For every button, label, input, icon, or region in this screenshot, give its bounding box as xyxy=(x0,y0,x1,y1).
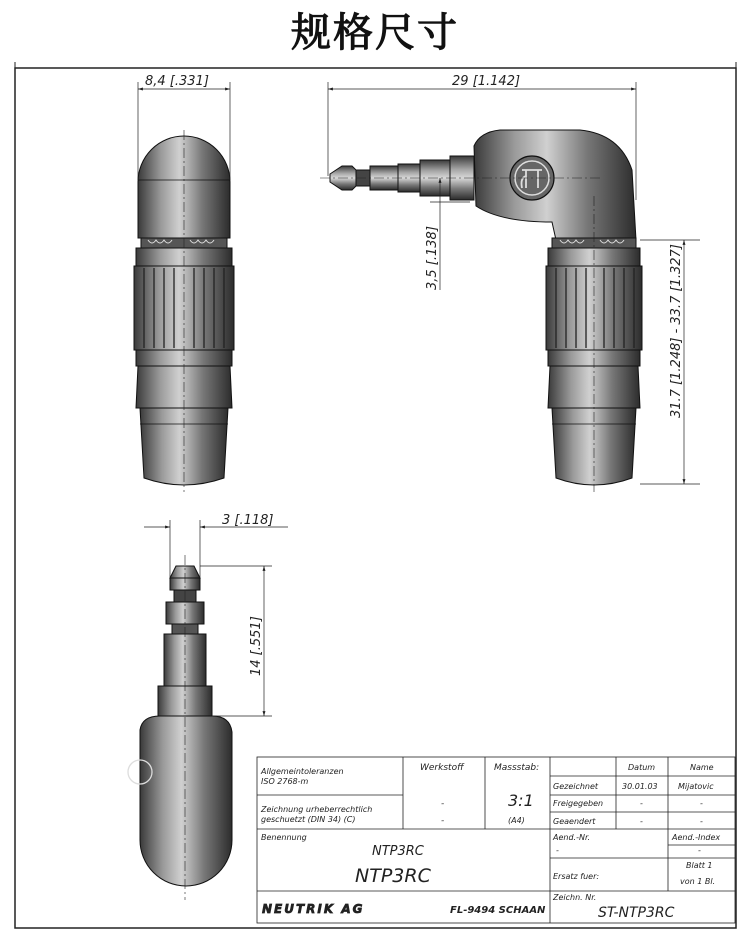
page-title: 规格尺寸 xyxy=(291,10,459,56)
row-gezeichnet-label: Gezeichnet xyxy=(553,782,599,791)
side-view-plug xyxy=(320,130,642,492)
row-freigegeben-datum: - xyxy=(640,799,643,808)
title-block-text xyxy=(260,763,720,921)
title-block xyxy=(257,757,735,923)
dim-length-top-label: 29 [1.142] xyxy=(452,74,521,89)
dim-plug-length-label: 14 [.551] xyxy=(249,616,264,676)
ersatz-label: Ersatz fuer: xyxy=(553,872,600,881)
benennung-value2: NTP3RC xyxy=(355,865,431,887)
zeichn-value: ST-NTP3RC xyxy=(598,905,675,921)
werkstoff-value2: - xyxy=(441,816,445,826)
dim-width-top-label: 8,4 [.331] xyxy=(145,74,209,89)
aend-nr-label: Aend.-Nr. xyxy=(553,833,591,842)
benennung-label: Benennung xyxy=(261,833,307,842)
massstab-format: (A4) xyxy=(508,816,525,825)
benennung-value1: NTP3RC xyxy=(372,844,424,859)
row-geaendert-label: Geaendert xyxy=(553,817,596,826)
tolerances-label: Allgemeintoleranzen xyxy=(261,767,344,776)
aend-index-label: Aend.-Index xyxy=(672,833,721,842)
row-freigegeben-name: - xyxy=(700,799,703,808)
werkstoff-label: Werkstoff xyxy=(420,763,464,773)
blatt-line2: von 1 Bl. xyxy=(680,877,716,886)
aend-index-value: - xyxy=(698,846,701,855)
dim-tip-diameter-label: 3 [.118] xyxy=(222,513,274,528)
company-address: FL-9494 SCHAAN xyxy=(450,905,546,916)
row-gezeichnet-datum: 30.01.03 xyxy=(622,782,658,791)
werkstoff-value1: - xyxy=(441,799,445,809)
row-freigegeben-label: Freigegeben xyxy=(553,799,604,808)
name-header: Name xyxy=(690,763,714,772)
copyright-line2: geschuetzt (DIN 34) (C) xyxy=(261,815,356,824)
blatt-line1: Blatt 1 xyxy=(686,861,713,870)
massstab-value: 3:1 xyxy=(508,791,534,810)
dim-tip-offset-label: 3,5 [.138] xyxy=(425,226,440,290)
dim-height-right-label: 31.7 [1.248] - 33.7 [1.327] xyxy=(669,244,684,418)
dim-tip-diameter xyxy=(144,513,288,578)
zeichn-label: Zeichn. Nr. xyxy=(553,893,597,902)
front-view-plug xyxy=(134,130,234,492)
dim-height-right xyxy=(640,240,700,484)
plug-pin-view xyxy=(128,555,232,900)
tolerances-value: ISO 2768-m xyxy=(261,777,309,786)
row-geaendert-name: - xyxy=(700,817,703,826)
massstab-label: Massstab: xyxy=(494,763,540,773)
row-gezeichnet-name: Mijatovic xyxy=(678,782,714,791)
copyright-line1: Zeichnung urheberrechtlich xyxy=(261,805,373,814)
aend-nr-value: - xyxy=(556,846,559,855)
company-logo: NEUTRIK AG xyxy=(262,902,365,916)
row-geaendert-datum: - xyxy=(640,817,643,826)
datum-header: Datum xyxy=(628,763,656,772)
